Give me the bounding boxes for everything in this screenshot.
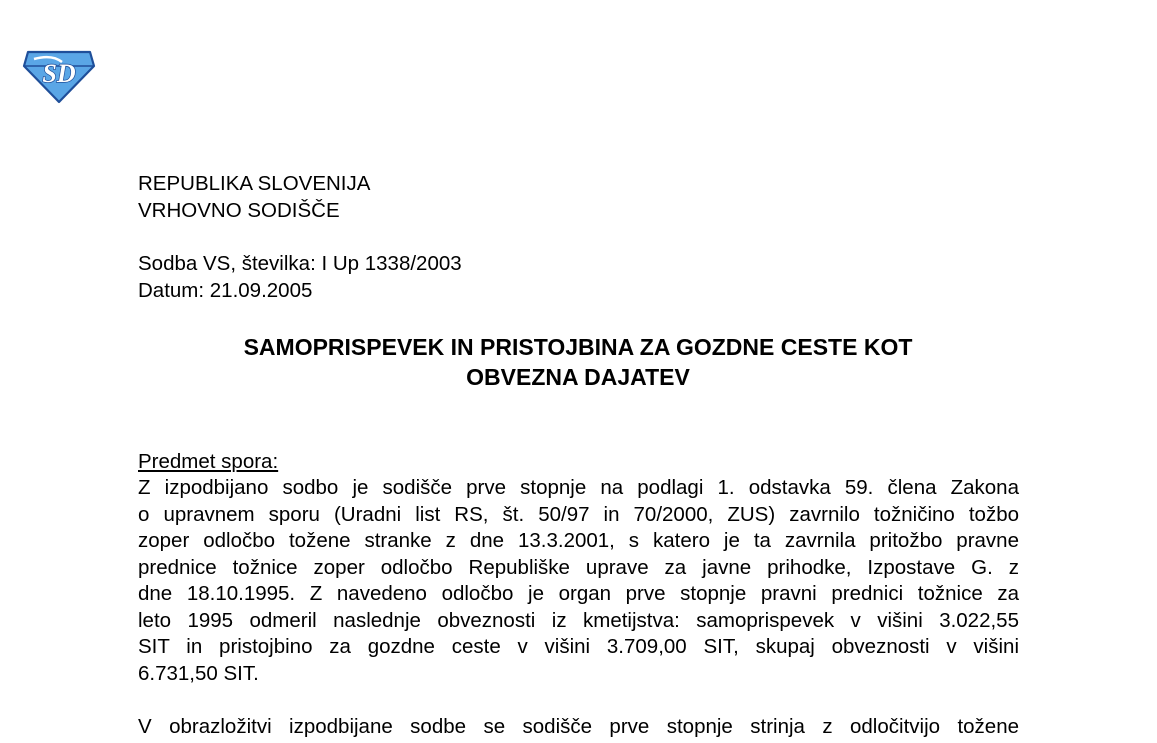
section-heading: Predmet spora: (138, 450, 279, 473)
paragraph-reasoning (138, 714, 1019, 741)
case-meta (138, 250, 462, 304)
issuer-header (138, 170, 370, 224)
paragraph-line: prednice tožnice zoper odločbo Republiške uprave za javne prihodke, Izpostave G. z (138, 555, 1019, 579)
document-title (138, 332, 1018, 392)
paragraph-line: SIT in pristojbino za gozdne ceste v višini 3.709,00 SIT, skupaj obveznosti v višini (138, 635, 1019, 658)
decision-date: Datum: 21.09.2005 (138, 279, 313, 302)
title-line-1: SAMOPRISPEVEK IN PRISTOJBINA ZA GOZDNE CESTE KOT (243, 334, 913, 360)
paragraph-line: Z izpodbijano sodbo je sodišče prve stopnje na podlagi 1. odstavka 59. člena Zakona (138, 476, 1019, 499)
court-logo (22, 50, 96, 104)
paragraph-line: V obrazložitvi izpodbijane sodbe se sodišče prve stopnje strinja z odločitvijo tožene (138, 715, 1019, 738)
title-line-2: OBVEZNA DAJATEV (466, 364, 690, 390)
paragraph-line: dne 18.10.1995. Z navedeno odločbo je organ prve stopnje pravni prednici tožnice za (138, 582, 1019, 605)
paragraph-line: zoper odločbo tožene stranke z dne 13.3.2001, s katero je ta zavrnila pritožbo pravne (138, 529, 1019, 552)
paragraph-line: o upravnem sporu (Uradni list RS, št. 50/97 in 70/2000, ZUS) zavrnilo tožničino tožbo (138, 502, 1019, 526)
country-name: REPUBLIKA SLOVENIJA (138, 172, 371, 195)
paragraph-line: leto 1995 odmeril naslednje obveznosti iz kmetijstva: samoprispevek v višini 3.022,55 (138, 608, 1019, 632)
case-number: Sodba VS, številka: I Up 1338/2003 (138, 252, 462, 275)
court-name: VRHOVNO SODIŠČE (138, 199, 340, 222)
paragraph-subject (138, 475, 1019, 687)
logo-monogram: SD (42, 59, 76, 88)
paragraph-line: 6.731,50 SIT. (138, 661, 259, 685)
